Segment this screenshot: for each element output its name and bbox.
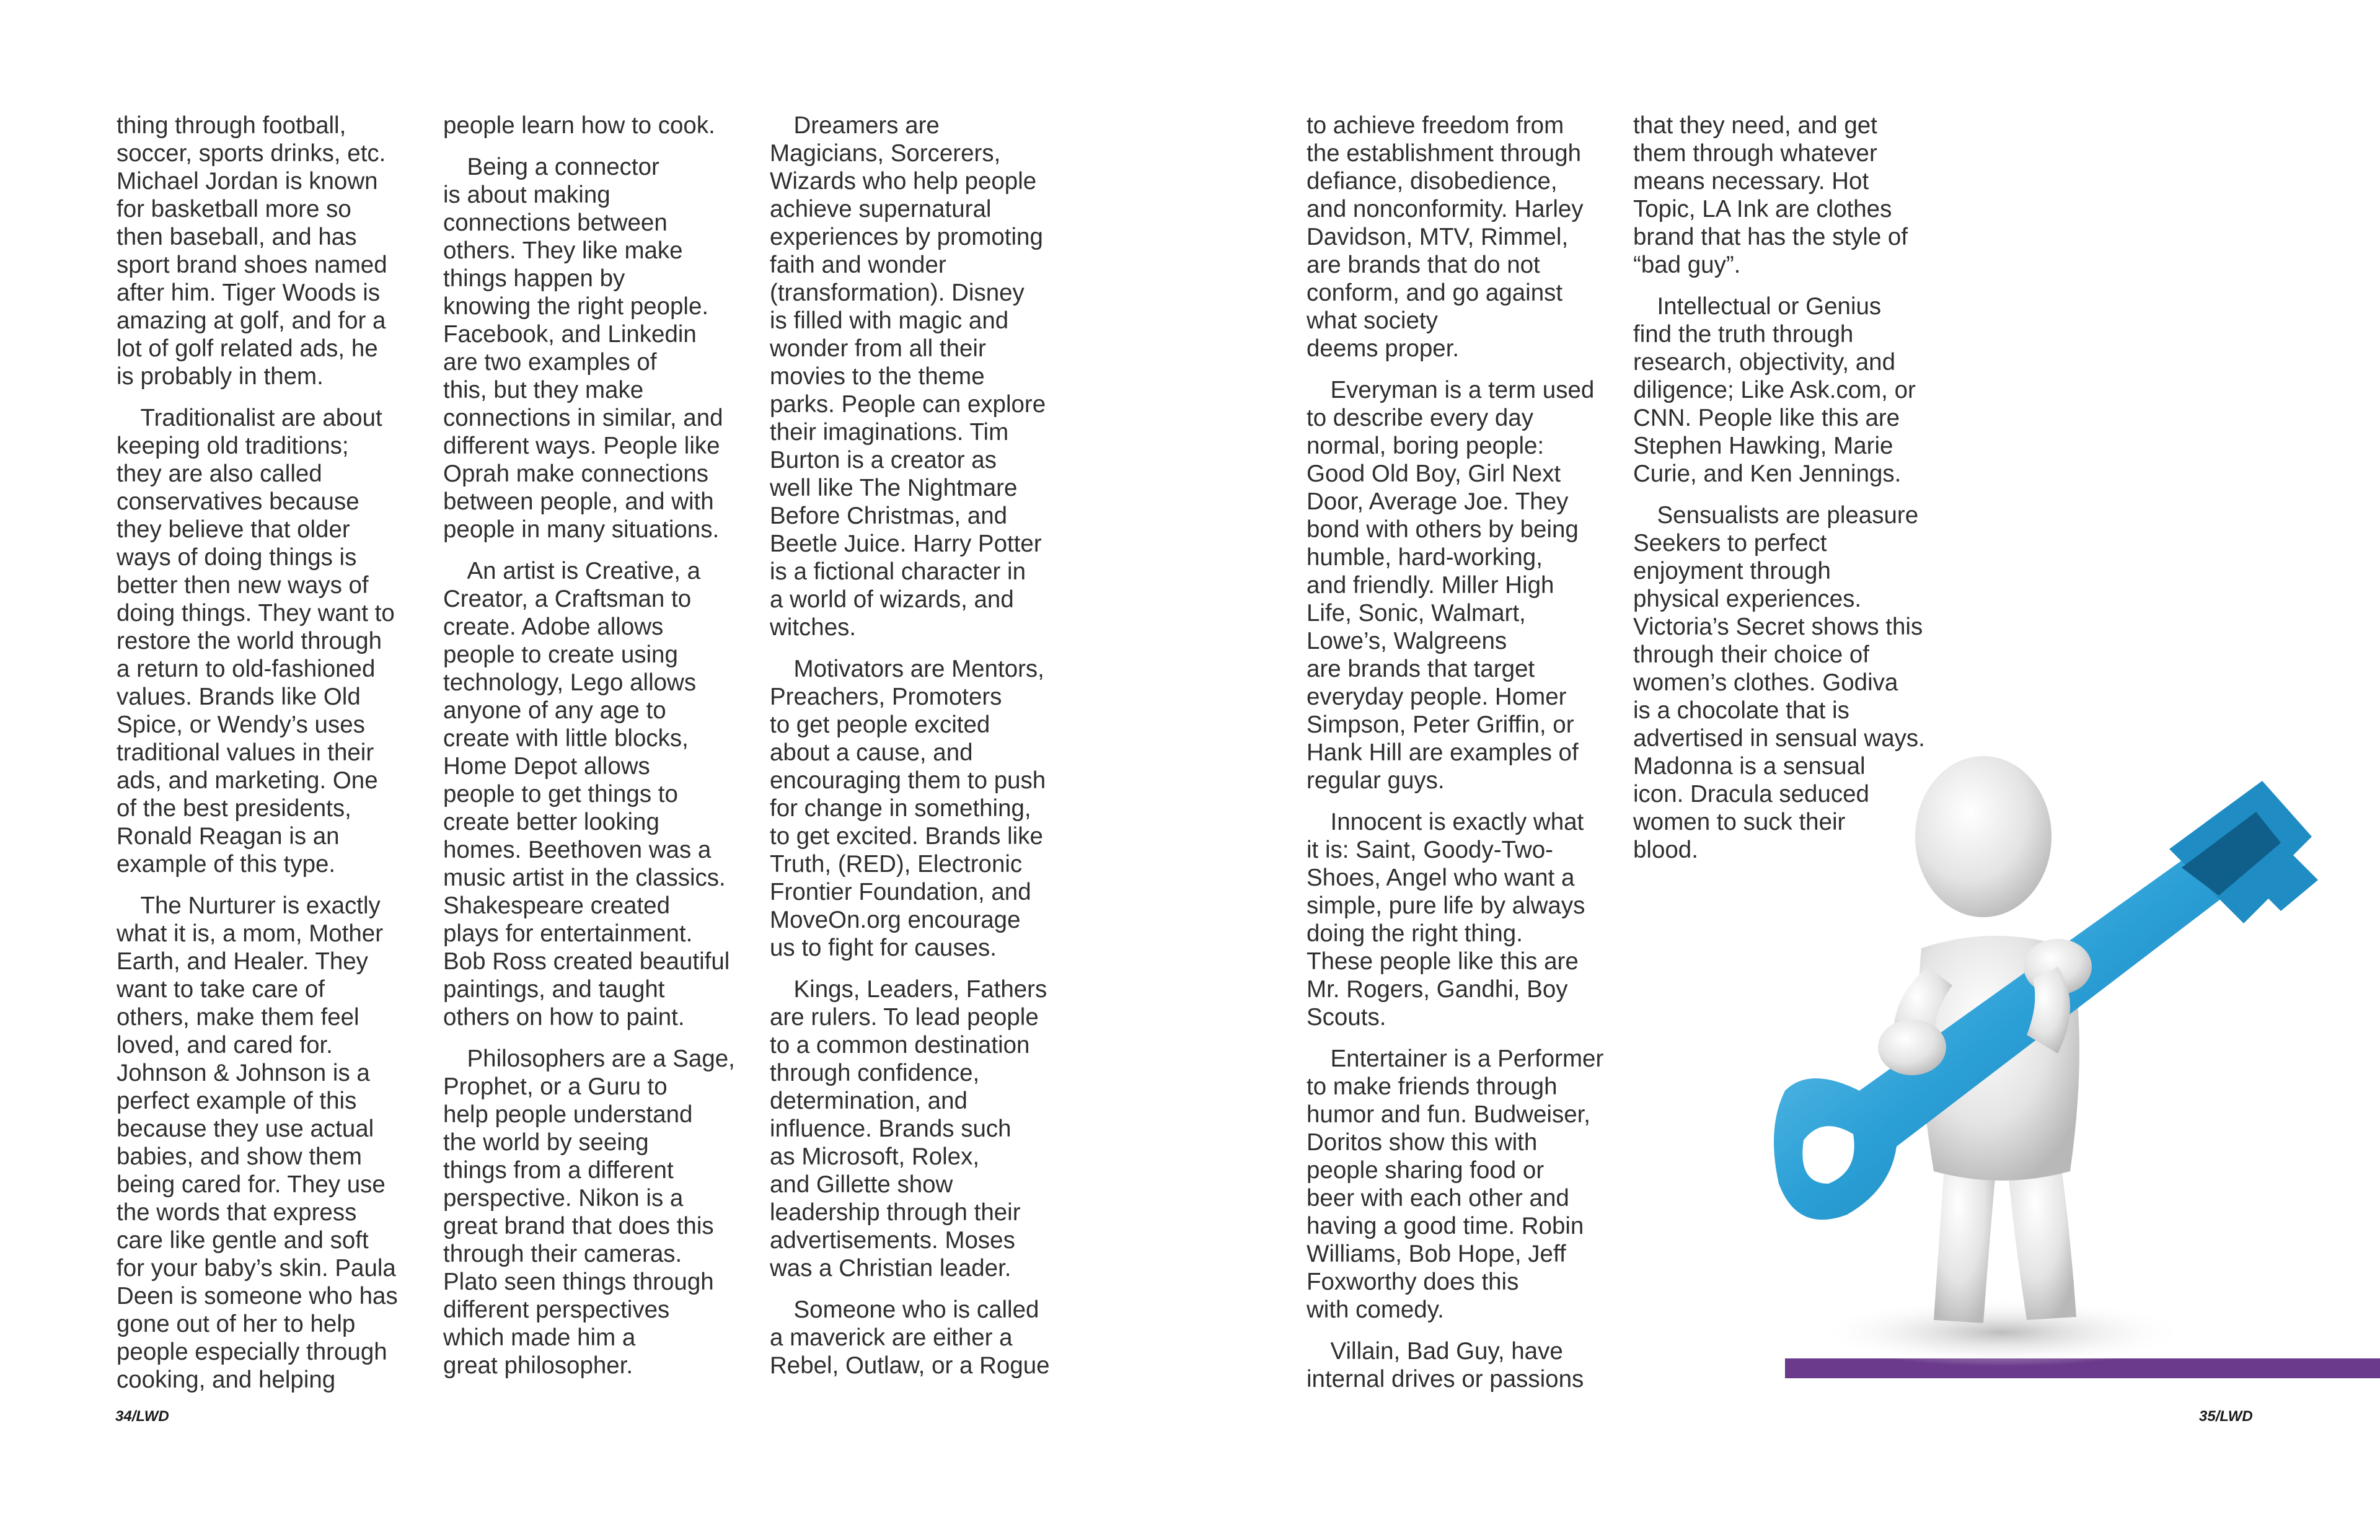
- paragraph: An artist is Creative, a Creator, a Craftsman to create. Adobe allows people to create using technology, Lego allows anyone of any age to create with little blocks, Home Depot allows people to get things to create better looking homes. Beethoven was a music artist in the classics. Shakespeare created plays for entertainment. Bob Ross created beautiful paintings, and taught others on how to paint.: [443, 558, 730, 1031]
- paragraph: people learn how to cook.: [443, 112, 715, 139]
- paragraph: The Nurturer is exactly what it is, a mom, Mother Earth, and Healer. They want to take care of others, make them feel loved, and cared for. Johnson & Johnson is a perfect example of this because they use actual babies, and show them being cared for. They use the words that express care like gentle and soft for your baby’s skin. Paula Deen is someone who has gone out of her to help people especially through cooking, and helping: [117, 892, 398, 1393]
- paragraph: to achieve freedom from the establishment through defiance, disobedience, and nonconformity. Harley Davidson, MTV, Rimmel, are brands that do not conform, and go against what society deems proper.: [1307, 112, 1584, 362]
- text-column-3: [770, 112, 1086, 1393]
- paragraph: Philosophers are a Sage, Prophet, or a Guru to help people understand the world by seeing things from a different perspective. Nikon is a great brand that does this through their cameras. Plato seen things through different perspectives which made him a great philosopher.: [443, 1045, 735, 1379]
- paragraph: Motivators are Mentors, Preachers, Promoters to get people excited about a cause, and encouraging them to push for change in something, to get excited. Brands like Truth, (RED), Electronic Frontier Foundation, and MoveOn.org encourage us to fight for causes.: [770, 656, 1046, 961]
- paragraph: Traditionalist are about keeping old traditions; they are also called conservatives because they believe that older ways of doing things is better then new ways of doing things. They want to restore the world through a return to old-fashioned values. Brands like Old Spice, or Wendy’s uses traditional values in their ads, and marketing. One of the best presidents, Ronald Reagan is an example of this type.: [117, 405, 395, 878]
- text-column-2: [443, 112, 759, 1393]
- page-number-left: 34/LWD: [115, 1408, 169, 1425]
- paragraph: Being a connector is about making connections between others. They like make things happen by knowing the right people. Facebook, and Linkedin are two examples of this, but they make connections in similar, and different ways. People like Oprah make connections between people, and with people in many situations.: [443, 154, 723, 543]
- paragraph: Someone who is called a maverick are either a Rebel, Outlaw, or a Rogue: [770, 1296, 1050, 1379]
- figure-holding-key-icon: [1735, 744, 2380, 1370]
- paragraph: Entertainer is a Performer to make friends through humor and fun. Budweiser, Doritos show this with people sharing food or beer with each other and having a good time. Robin Williams, Bob Hope, Jeff Foxworthy does this with comedy.: [1307, 1045, 1604, 1323]
- paragraph: Villain, Bad Guy, have internal drives or passions: [1307, 1338, 1584, 1393]
- paragraph: Intellectual or Genius find the truth through research, objectivity, and diligence; Like Ask.com, or CNN. People like this are Stephen Hawking, Marie Curie, and Ken Jennings.: [1633, 293, 1916, 487]
- paragraph: Kings, Leaders, Fathers are rulers. To lead people to a common destination through confidence, determination, and influence. Brands such as Microsoft, Rolex, and Gillette show leadership through their advertisements. Moses was a Christian leader.: [770, 976, 1047, 1282]
- text-column-4: [1307, 112, 1623, 1407]
- page-number-right: 35/LWD: [2199, 1408, 2253, 1425]
- paragraph: that they need, and get them through whatever means necessary. Hot Topic, LA Ink are clothes brand that has the style of “bad guy”.: [1633, 112, 1908, 278]
- paragraph: Everyman is a term used to describe every day normal, boring people: Good Old Boy, Girl Next Door, Average Joe. They bond with others by being humble, hard-working, and friendly. Miller High Life, Sonic, Walmart, Lowe’s, Walgreens are brands that target everyday people. Homer Simpson, Peter Griffin, or Hank Hill are examples of regular guys.: [1307, 377, 1595, 794]
- text-column-1: [117, 112, 426, 1407]
- paragraph: Dreamers are Magicians, Sorcerers, Wizards who help people achieve supernatural experiences by promoting faith and wonder (transformation). Disney is filled with magic and wonder from all their movies to the theme parks. People can explore their imaginations. Tim Burton is a creator as well like The Nightmare Before Christmas, and Beetle Juice. Harry Potter is a fictional character in a world of wizards, and witches.: [770, 112, 1046, 641]
- paragraph: thing through football, soccer, sports drinks, etc. Michael Jordan is known for basketball more so then baseball, and has sport brand shoes named after him. Tiger Woods is amazing at golf, and for a lot of golf related ads, he is probably in them.: [117, 112, 387, 390]
- paragraph: Innocent is exactly what it is: Saint, Goody-Two- Shoes, Angel who want a simple, pure life by always doing the right thing. These people like this are Mr. Rogers, Gandhi, Boy Scouts.: [1307, 809, 1585, 1031]
- paragraph: Sensualists are pleasure Seekers to perfect enjoyment through physical experiences. Victoria’s Secret shows this through their choice of women’s clothes. Godiva is a chocolate that is advertised in sensual ways. Madonna is a sensual icon. Dracula seduced women to suck their blood.: [1633, 502, 1925, 863]
